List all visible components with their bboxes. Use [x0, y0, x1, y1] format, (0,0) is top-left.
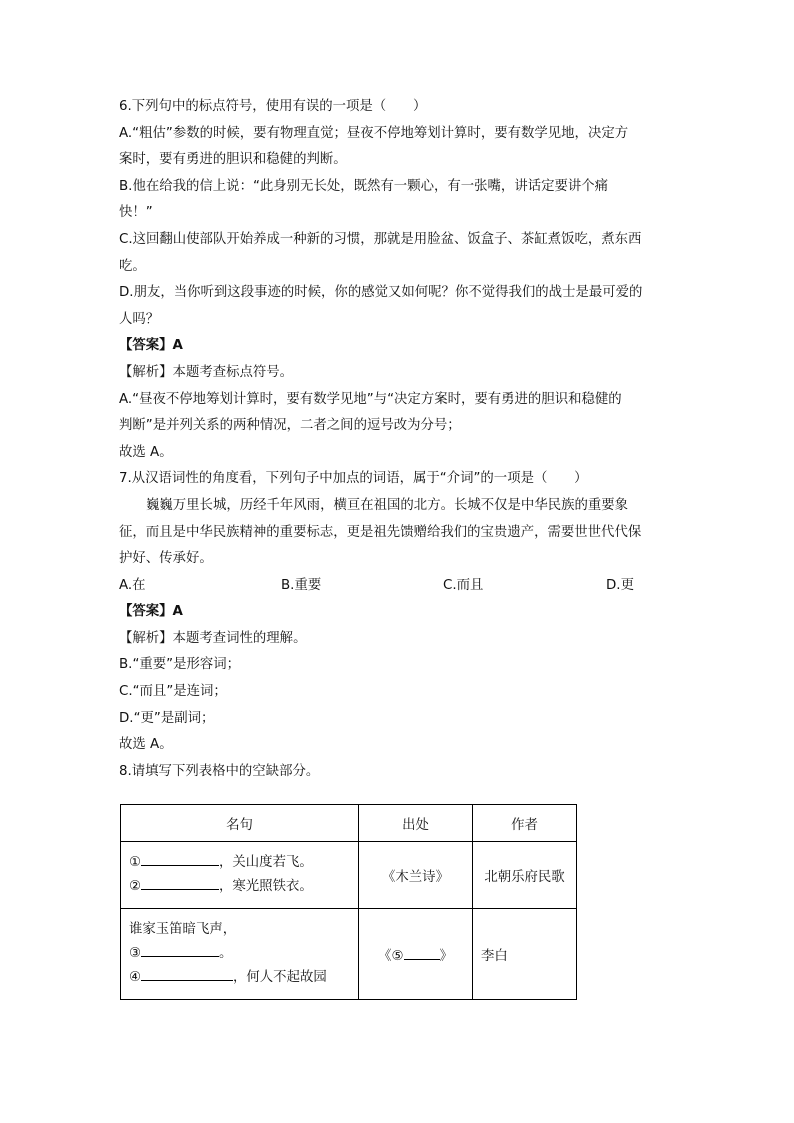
source-close: 》 — [439, 948, 453, 964]
quote-text: ，何人不起故园 — [233, 970, 327, 985]
q6-option-c-line2: 吃。 — [119, 258, 146, 274]
q7-stem: 7.从汉语词性的角度看，下列句子中加点的词语，属于“介词”的一项是（ ） — [119, 471, 588, 487]
q8-stem: 8.请填写下列表格中的空缺部分。 — [119, 763, 320, 779]
quote-text: ，关山度若飞。 — [219, 855, 313, 870]
blank-field[interactable] — [141, 942, 219, 957]
q7-conclusion: 故选 A。 — [119, 737, 173, 753]
q7-explanation-b: B.“重要”是形容词； — [119, 657, 241, 673]
q7-option-d: D.更 — [606, 577, 634, 593]
q6-answer: 【答案】A — [119, 338, 183, 354]
q6-option-b-line2: 快！” — [119, 205, 153, 221]
q6-explanation-line2: 判断”是并列关系的两种情况，二者之间的逗号改为分号； — [119, 418, 461, 434]
blank-number: ① — [129, 855, 142, 870]
quote-line — [129, 851, 350, 875]
q7-answer: 【答案】A — [119, 604, 183, 620]
q6-option-a-line2: 案时，要有勇进的胆识和稳健的判断。 — [119, 152, 347, 168]
blank-number: ③ — [129, 946, 142, 961]
q6-explanation-line1: A.“昼夜不停地筹划计算时，要有数学见地”与“决定方案时，要有勇进的胆识和稳健的 — [119, 391, 622, 407]
header-author: 作者 — [473, 805, 577, 842]
q7-analysis: 【解析】本题考查词性的理解。 — [119, 630, 307, 646]
q6-option-b-line1: B.他在给我的信上说：“此身别无长处，既然有一颗心，有一张嘴，讲话定要讲个痛 — [119, 178, 609, 194]
q6-stem: 6.下列句中的标点符号，使用有误的一项是（ ） — [119, 99, 427, 114]
blank-number: ② — [129, 879, 142, 894]
blank-field[interactable] — [141, 966, 233, 981]
q7-explanation-c: C.“而且”是连词； — [119, 684, 227, 700]
q7-options — [119, 573, 679, 600]
q7-option-b: B.重要 — [281, 577, 322, 593]
q7-passage-line1: 巍巍万里长城，历经千年风雨，横亘在祖国的北方。长城不仅是中华民族的重要象 — [146, 497, 629, 513]
q6-option-d-line1: D.朋友，当你听到这段事迹的时候，你的感觉又如何呢？你不觉得我们的战士是最可爱的 — [119, 285, 643, 301]
source-cell: 《木兰诗》 — [359, 842, 473, 909]
q6-analysis: 【解析】本题考查标点符号。 — [119, 364, 294, 380]
quote-cell — [121, 842, 359, 909]
author-cell: 李白 — [473, 909, 577, 1000]
quote-cell — [121, 909, 359, 1000]
document-body — [119, 94, 679, 785]
header-quote: 名句 — [121, 805, 359, 842]
q7-explanation-d: D.“更”是副词； — [119, 710, 215, 726]
q7-passage-line2: 征，而且是中华民族精神的重要标志，更是祖先馈赠给我们的宝贵遗产，需要世世代代保 — [119, 524, 642, 540]
table-row — [121, 842, 577, 909]
quote-text: 。 — [219, 946, 233, 961]
quote-line — [129, 942, 350, 966]
header-source: 出处 — [359, 805, 473, 842]
q6-conclusion: 故选 A。 — [119, 444, 173, 460]
q7-option-a: A.在 — [119, 577, 146, 593]
table-row — [121, 909, 577, 1000]
blank-field[interactable] — [404, 945, 440, 960]
quote-line — [129, 966, 350, 990]
q6-option-a-line1: A.“粗估”参数的时候，要有物理直觉；昼夜不停地筹划计算时，要有数学见地，决定方 — [119, 125, 629, 141]
q6-option-d-line2: 人吗？ — [119, 311, 160, 327]
quote-line — [129, 875, 350, 899]
source-cell — [359, 909, 473, 1000]
quote-line: 谁家玉笛暗飞声， — [129, 922, 237, 937]
q7-passage-line3: 护好、传承好。 — [119, 551, 213, 567]
q7-option-c: C.而且 — [443, 577, 484, 593]
source-open: 《⑤ — [378, 948, 404, 964]
blank-field[interactable] — [141, 851, 219, 866]
blank-number: ④ — [129, 970, 142, 985]
quote-text: ，寒光照铁衣。 — [219, 879, 313, 894]
q8-fill-table — [120, 804, 577, 1000]
author-cell: 北朝乐府民歌 — [473, 842, 577, 909]
q6-option-c-line1: C.这回翻山使部队开始养成一种新的习惯，那就是用脸盆、饭盒子、茶缸煮饭吃，煮东西 — [119, 231, 642, 247]
blank-field[interactable] — [141, 875, 219, 890]
